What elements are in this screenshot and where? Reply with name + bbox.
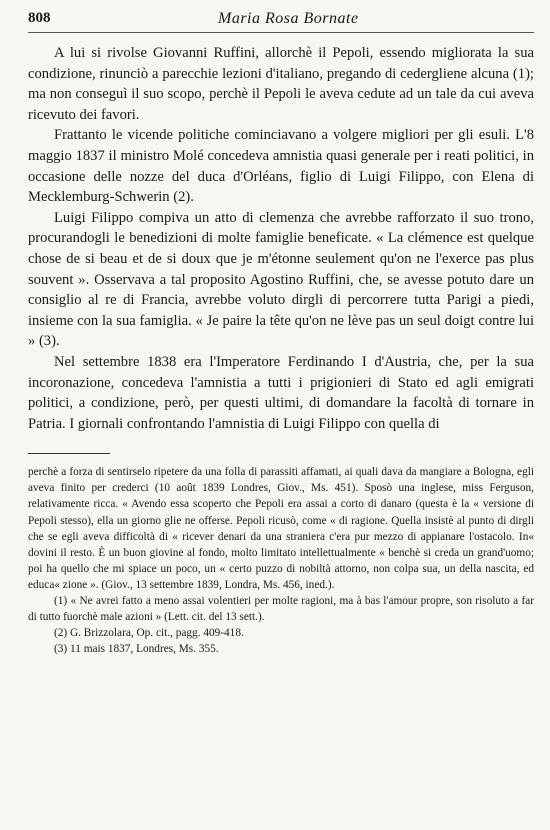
footnote-2: (2) G. Brizzolara, Op. cit., pagg. 409-418.: [54, 627, 244, 640]
footnote-separator: [28, 453, 110, 454]
page-number: 808: [28, 10, 51, 26]
footnote-continuation: perchè a forza di sentirselo ripetere da una folla di parassiti affamati, ai quali dava da mangiare a Bologna, egli aveva finito per crederci (10 août 1839 Londres, Giov., Ms. 451). Sposò una inglese, miss Ferguson, relativamente ricca. « Avendo essa scoperto che Pepoli era assai a corto di danaro (questa è la « versione di Pepoli stesso), ella un giorno glie ne offerse. Pepoli ricusò, come « di ragione. Quella insistè al punto di dirgli che se egli aveva difficoltà di « ricever denari da una straniera c'era pur mezzo di appianare l'ostacolo. In« dovini il resto. È un buon giovine al fondo, molto limitato intellettualmente « benchè si creda un grand'uomo; poi ha quello che mi spiace un poco, un « certo puzzo di nobiltà attorno, non colpa sua, un della nascita, ed educa« zione ». (Giov., 13 settembre 1839, Londra, Ms. 456, ined.).: [28, 466, 534, 591]
paragraph: A lui si rivolse Giovanni Ruffini, allorchè il Pepoli, essendo migliorata la sua condizione, rinunciò a parecchie lezioni d'italiano, pregando di cedergliene alcuna (1); ma non conseguì il suo scopo, perchè il Pepoli le aveva cedute ad un tale da cui aveva ricevuto dei favori.: [28, 45, 534, 123]
book-page: [28, 10, 534, 657]
footnote-3: (3) 11 mais 1837, Londres, Ms. 355.: [54, 643, 219, 656]
paragraph: Nel settembre 1838 era l'Imperatore Ferdinando I d'Austria, che, per la sua incoronazione, concedeva l'amnistia a tutti i prigionieri di Stato ed agli emigrati politici, a condizione, però, per questi ultimi, di domandare la facoltà di tornare in Patria. I giornali confrontando l'amnistia di Luigi Filippo con quella di: [28, 353, 534, 432]
main-text: [28, 43, 534, 434]
page-header: [28, 10, 534, 33]
paragraph: Luigi Filippo compiva un atto di clemenza che avrebbe rafforzato il suo trono, procurandogli le benedizioni di molte famiglie beneficate. « La clémence est quelque chose de si beau et de si doux que je m'étonne seulement qu'on ne l'exerce pas plus souvent ». Osservava a tal proposito Agostino Ruffini, che, se avesse potuto dare un consiglio al re di Francia, avrebbe voluto dirgli di percorrere tutta Parigi a piedi, insieme con la sua famiglia. « Je paire la tête qu'on ne lève pas un seul doigt contre lui » (3).: [28, 209, 534, 350]
paragraph: Frattanto le vicende politiche cominciavano a volgere migliori per gli esuli. L'8 maggio 1837 il ministro Molé concedeva amnistia quasi generale per i reati politici, in occasione delle nozze del duca d'Orléans, figlio di Luigi Filippo, con Elena di Mecklemburg-Schwerin (2).: [28, 127, 534, 206]
running-title: Maria Rosa Bornate: [218, 10, 359, 27]
footnotes: [28, 464, 534, 657]
footnote-1: (1) « Ne avrei fatto a meno assai volentieri per molte ragioni, ma à bas l'amour propre, son risoluto a far di tutto fuorchè male azioni » (Lett. cit. del 13 sett.).: [28, 595, 534, 624]
